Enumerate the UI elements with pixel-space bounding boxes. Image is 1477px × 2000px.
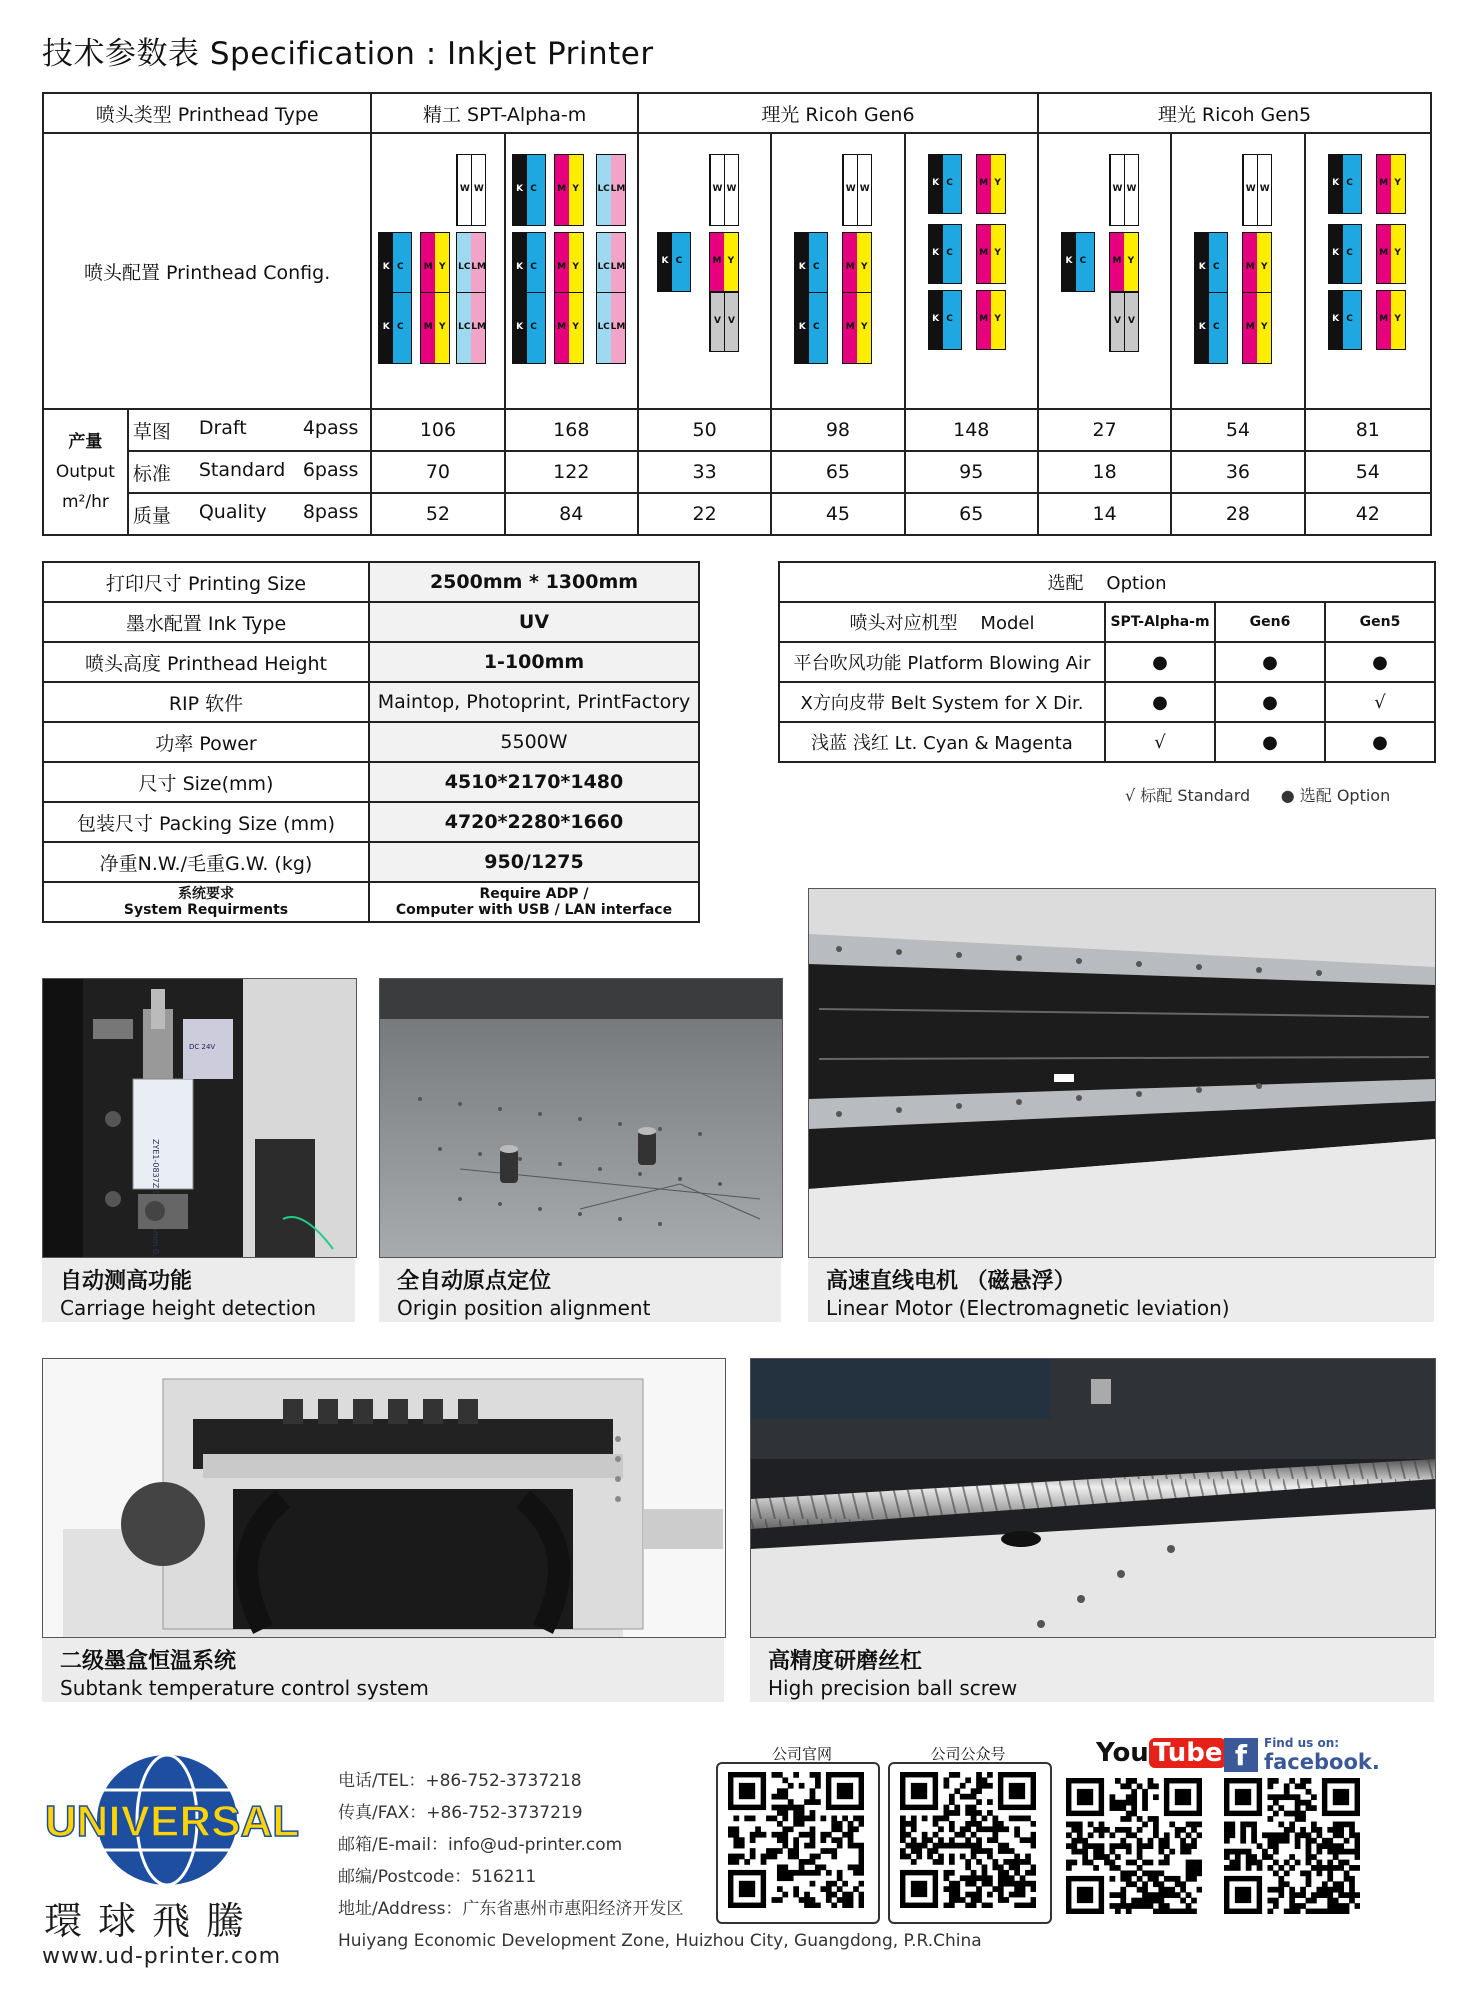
contact-info (338, 1765, 982, 1957)
tel: 电话/TEL：+86-752-3737218 (338, 1771, 582, 1791)
qr-code-wechat[interactable] (900, 1772, 1036, 1908)
model-label: 喷头对应机型 Model (779, 602, 1105, 642)
printhead-unit: W W (709, 154, 739, 226)
output-cell: 54 (1305, 451, 1431, 493)
output-cell: 22 (638, 493, 771, 535)
printhead-unit: LC LM (456, 232, 486, 304)
printhead-unit: M Y (420, 232, 450, 304)
voltage-tag-text: DC 24V (189, 1043, 216, 1051)
printhead-unit: LC LM (596, 154, 626, 226)
output-cell: 98 (771, 409, 904, 451)
qr-label-wechat: 公司公众号 (930, 1745, 1006, 1763)
printhead-unit: LC LM (596, 232, 626, 304)
printhead-unit: K C (928, 224, 962, 284)
output-cell: 36 (1171, 451, 1304, 493)
spec-label: 墨水配置 Ink Type (43, 602, 369, 642)
option-mark: √ (1325, 682, 1435, 722)
printhead-config-label: 喷头配置 Printhead Config. (43, 133, 371, 409)
printhead-unit: M Y (1242, 292, 1272, 364)
photo-subtank (42, 1358, 726, 1638)
printhead-unit: M Y (554, 292, 584, 364)
printhead-unit: K C (794, 292, 828, 364)
fax: 传真/FAX：+86-752-3737219 (338, 1803, 583, 1823)
qr-label-website: 公司官网 (771, 1745, 832, 1763)
config-gen5-3 (1305, 133, 1431, 409)
youtube-logo: You Tube (1096, 1738, 1226, 1768)
address-en: Huiyang Economic Development Zone, Huizhou City, Guangdong, P.R.China (338, 1931, 982, 1951)
address: 地址/Address：广东省惠州市惠阳经济开发区 (338, 1899, 684, 1919)
output-cell: 122 (505, 451, 638, 493)
printhead-unit: M Y (842, 292, 872, 364)
spec-label: RIP 软件 (43, 682, 369, 722)
qr-code-facebook[interactable] (1224, 1778, 1360, 1914)
printhead-unit: M Y (554, 154, 584, 226)
caption-ball-screw: 高精度研磨丝杠 High precision ball screw (750, 1638, 1434, 1702)
output-cell: 70 (371, 451, 504, 493)
legend-option: ● 选配 Option (1280, 786, 1391, 805)
config-spt-2 (505, 133, 638, 409)
printhead-unit: K C (1194, 232, 1228, 304)
caption-origin: 全自动原点定位 Origin position alignment (379, 1258, 781, 1322)
model-gen5: Gen5 (1325, 602, 1435, 642)
printhead-unit: W W (456, 154, 486, 226)
option-mark: ● (1325, 642, 1435, 682)
printhead-unit: K C (1061, 232, 1095, 292)
printhead-unit: W W (842, 154, 872, 226)
facebook-icon: f (1224, 1738, 1258, 1772)
output-cell: 81 (1305, 409, 1431, 451)
caption-carriage: 自动测高功能 Carriage height detection (42, 1258, 355, 1322)
output-cell: 18 (1038, 451, 1171, 493)
spec-label: 包装尺寸 Packing Size (mm) (43, 802, 369, 842)
config-gen5-2 (1171, 133, 1304, 409)
spec-value: 1-100mm (369, 642, 699, 682)
option-mark: ● (1215, 642, 1325, 682)
printhead-unit: K C (928, 154, 962, 214)
output-cell: 52 (371, 493, 504, 535)
spec-label: 功率 Power (43, 722, 369, 762)
fb-find-text: Find us on: (1264, 1736, 1340, 1750)
website[interactable]: www.ud-printer.com (42, 1944, 282, 1969)
printhead-unit: M Y (976, 154, 1006, 214)
printhead-unit: M Y (1376, 154, 1406, 214)
spec-value: 950/1275 (369, 842, 699, 882)
printhead-unit: M Y (1109, 232, 1139, 292)
spec-table (42, 561, 700, 923)
config-spt-1 (371, 133, 504, 409)
printhead-unit: M Y (709, 232, 739, 292)
model-spt: SPT-Alpha-m (1105, 602, 1215, 642)
printhead-unit: M Y (1242, 232, 1272, 304)
output-cell: 33 (638, 451, 771, 493)
config-gen6-2 (771, 133, 904, 409)
printhead-unit: K C (1328, 290, 1362, 350)
printhead-unit: K C (1194, 292, 1228, 364)
qr-code-website[interactable] (728, 1772, 864, 1908)
output-cell: 27 (1038, 409, 1171, 451)
spec-value: 5500W (369, 722, 699, 762)
model-gen6: Gen6 (1215, 602, 1325, 642)
printhead-unit: LC LM (456, 292, 486, 364)
printhead-unit: K C (378, 292, 412, 364)
page-title: 技术参数表 Specification : Inkjet Printer (42, 36, 654, 72)
printhead-unit: K C (794, 232, 828, 304)
printhead-output-table (42, 92, 1432, 536)
printhead-type-spt: 精工 SPT-Alpha-m (371, 93, 638, 133)
fb-name: facebook. (1264, 1750, 1380, 1774)
brand-wordmark: UNIVERSAL (44, 1797, 300, 1846)
output-cell: 28 (1171, 493, 1304, 535)
option-mark: ● (1325, 722, 1435, 762)
spec-value-system: Require ADP / Computer with USB / LAN interface (369, 882, 699, 922)
output-cell: 84 (505, 493, 638, 535)
caption-linear-motor: 高速直线电机 （磁悬浮） Linear Motor (Electromagnetic leviation) (808, 1258, 1434, 1322)
printhead-unit: K C (1328, 224, 1362, 284)
option-table (778, 561, 1436, 763)
mode-draft: 草图 Draft 4pass (128, 409, 371, 451)
output-cell: 14 (1038, 493, 1171, 535)
printhead-unit: M Y (976, 224, 1006, 284)
printhead-unit: M Y (976, 290, 1006, 350)
universal-logo (42, 1750, 302, 1890)
printhead-unit: K C (657, 232, 691, 292)
photo-origin-alignment (379, 978, 783, 1258)
spec-value: 4510*2170*1480 (369, 762, 699, 802)
option-mark: √ (1105, 722, 1215, 762)
printhead-unit: K C (378, 232, 412, 304)
printhead-unit: M Y (420, 292, 450, 364)
config-gen6-3 (905, 133, 1038, 409)
option-row-label: 平台吹风功能 Platform Blowing Air (779, 642, 1105, 682)
printhead-unit: K C (512, 232, 546, 304)
spec-label: 尺寸 Size(mm) (43, 762, 369, 802)
printhead-unit: M Y (1376, 290, 1406, 350)
spec-label: 打印尺寸 Printing Size (43, 562, 369, 602)
printhead-unit: K C (928, 290, 962, 350)
photo-linear-motor (808, 888, 1436, 1258)
spec-label-system: 系统要求 System Requirments (43, 882, 369, 922)
printhead-unit: M Y (554, 232, 584, 304)
photo-ball-screw (750, 1358, 1436, 1638)
spec-value: 2500mm * 1300mm (369, 562, 699, 602)
caption-subtank: 二级墨盒恒温系统 Subtank temperature control system (42, 1638, 724, 1702)
option-mark: ● (1215, 682, 1325, 722)
printhead-unit: W W (1242, 154, 1272, 226)
mode-quality: 质量 Quality 8pass (128, 493, 371, 535)
printhead-unit: M Y (842, 232, 872, 304)
spec-label: 净重N.W./毛重G.W. (kg) (43, 842, 369, 882)
config-gen6-1 (638, 133, 771, 409)
postcode: 邮编/Postcode：516211 (338, 1867, 537, 1887)
printhead-type-gen6: 理光 Ricoh Gen6 (638, 93, 1038, 133)
option-row-label: X方向皮带 Belt System for X Dir. (779, 682, 1105, 722)
output-cell: 95 (905, 451, 1038, 493)
printhead-unit: W W (1109, 154, 1139, 226)
qr-code-youtube[interactable] (1066, 1778, 1202, 1914)
photo-carriage-height (42, 978, 357, 1258)
output-label: 产量 Output m²/hr (43, 409, 128, 535)
printhead-type-label: 喷头类型 Printhead Type (43, 93, 371, 133)
spec-value: UV (369, 602, 699, 642)
output-cell: 65 (905, 493, 1038, 535)
printhead-unit: V V (709, 292, 739, 352)
spec-value: 4720*2280*1660 (369, 802, 699, 842)
output-cell: 148 (905, 409, 1038, 451)
spec-value: Maintop, Photoprint, PrintFactory (369, 682, 699, 722)
brand-cn: 環球飛騰 (44, 1899, 261, 1943)
legend-standard: √ 标配 Standard (1125, 786, 1251, 805)
option-mark: ● (1105, 642, 1215, 682)
option-legend (1125, 783, 1390, 806)
printhead-unit: M Y (1376, 224, 1406, 284)
mode-standard: 标准 Standard 6pass (128, 451, 371, 493)
email[interactable]: 邮箱/E-mail：info@ud-printer.com (338, 1835, 623, 1855)
printhead-unit: LC LM (596, 292, 626, 364)
option-row-label: 浅蓝 浅红 Lt. Cyan & Magenta (779, 722, 1105, 762)
output-cell: 106 (371, 409, 504, 451)
spec-label: 喷头高度 Printhead Height (43, 642, 369, 682)
printhead-unit: K C (512, 292, 546, 364)
output-cell: 54 (1171, 409, 1304, 451)
output-cell: 42 (1305, 493, 1431, 535)
output-cell: 50 (638, 409, 771, 451)
output-cell: 168 (505, 409, 638, 451)
printhead-type-gen5: 理光 Ricoh Gen5 (1038, 93, 1431, 133)
output-cell: 65 (771, 451, 904, 493)
printhead-unit: K C (1328, 154, 1362, 214)
option-mark: ● (1105, 682, 1215, 722)
output-cell: 45 (771, 493, 904, 535)
printhead-unit: V V (1109, 292, 1139, 352)
option-mark: ● (1215, 722, 1325, 762)
config-gen5-1 (1038, 133, 1171, 409)
printhead-unit: K C (512, 154, 546, 226)
option-title: 选配 Option (779, 562, 1435, 602)
